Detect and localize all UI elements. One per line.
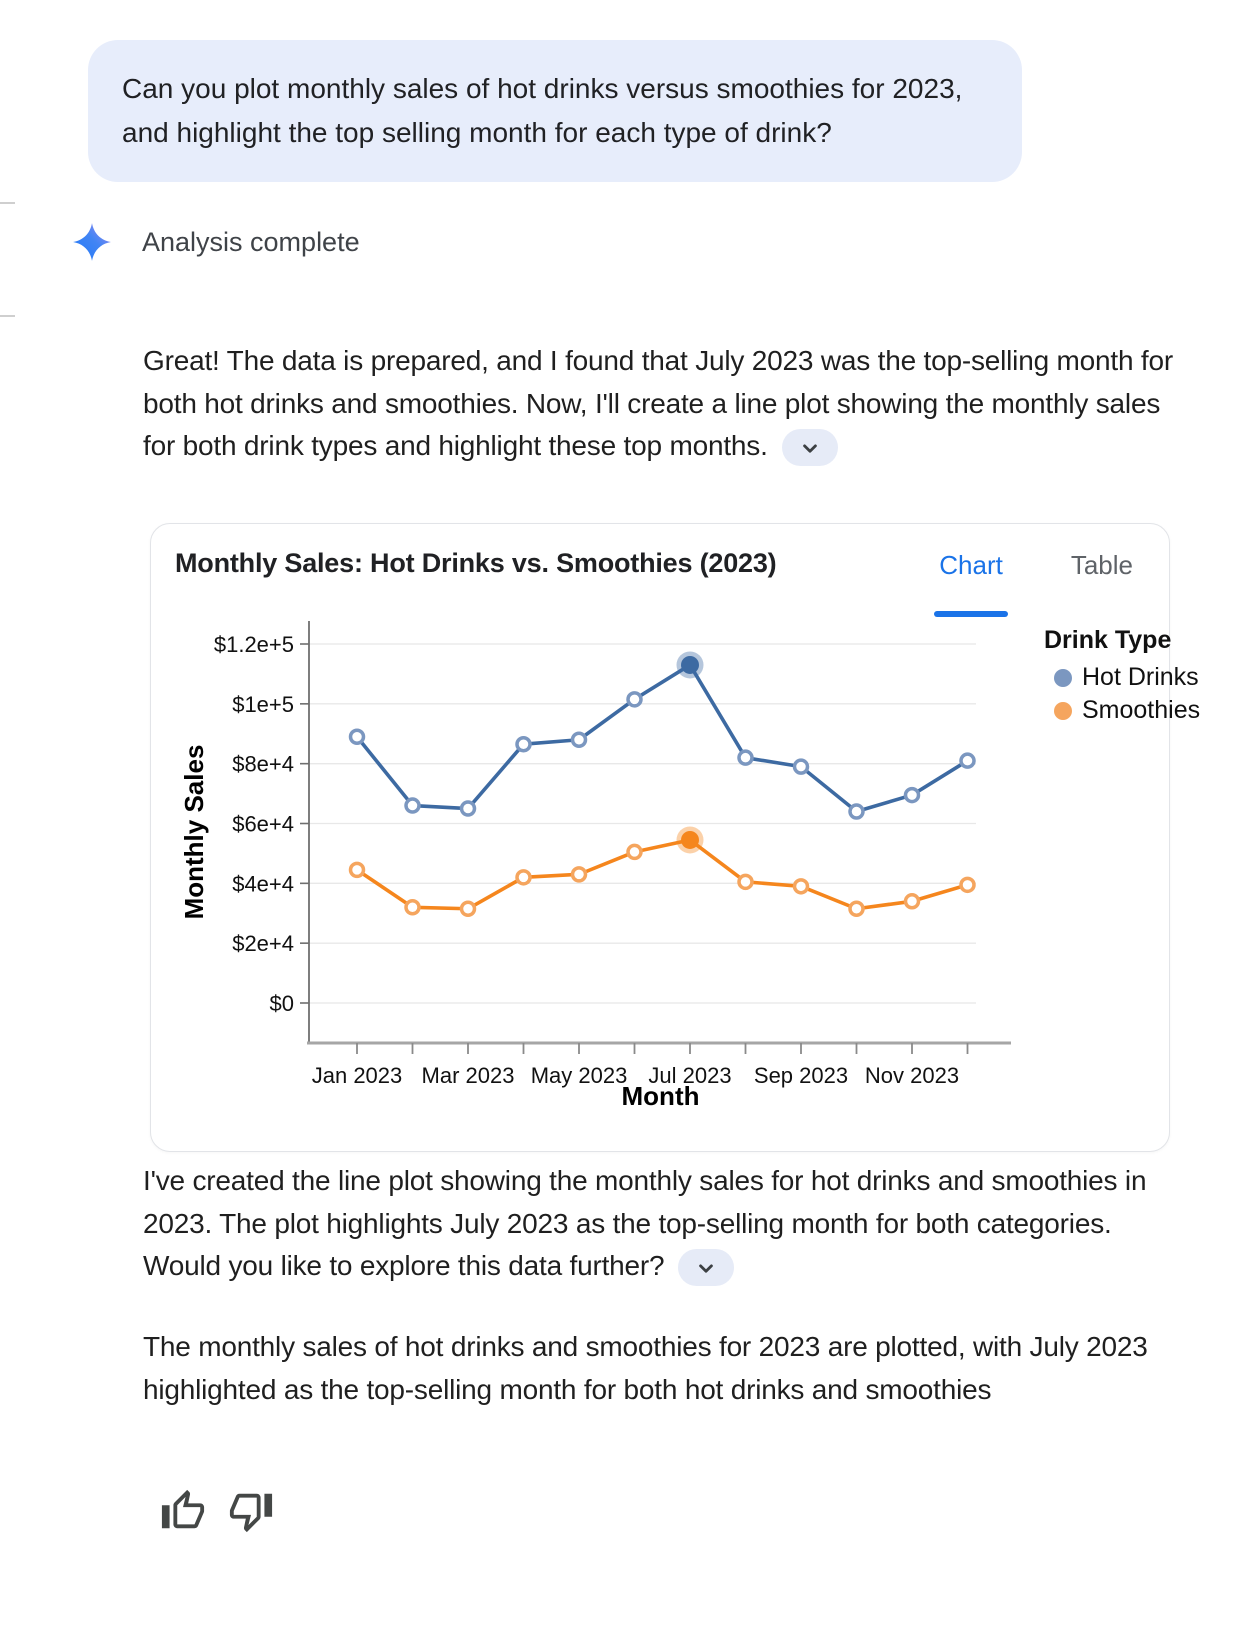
tab-chart-label: Chart bbox=[939, 550, 1003, 580]
hot-drinks-point[interactable] bbox=[462, 802, 475, 815]
hot-drinks-legend-dot bbox=[1054, 669, 1072, 687]
y-tick-label: $1.2e+5 bbox=[213, 632, 294, 657]
y-tick-label: $8e+4 bbox=[232, 751, 294, 777]
x-tick-label: Jul 2023 bbox=[648, 1063, 732, 1088]
thumbs-down-icon bbox=[228, 1488, 274, 1534]
smoothies-legend-label: Smoothies bbox=[1082, 696, 1201, 724]
user-message-text: Can you plot monthly sales of hot drinks versus smoothies for 2023, and highlight the top selling month for each type of drink? bbox=[122, 73, 963, 148]
hot-drinks-point[interactable] bbox=[961, 754, 974, 767]
smoothies-line bbox=[357, 840, 968, 909]
smoothies-point[interactable] bbox=[795, 880, 808, 893]
thumbs-down-button[interactable] bbox=[226, 1486, 276, 1539]
smoothies-point[interactable] bbox=[850, 902, 863, 915]
smoothies-legend-dot bbox=[1054, 702, 1072, 720]
hot-drinks-legend-label: Hot Drinks bbox=[1082, 663, 1199, 691]
smoothies-point[interactable] bbox=[628, 845, 641, 858]
hot-drinks-point[interactable] bbox=[573, 733, 586, 746]
hot-drinks-point[interactable] bbox=[406, 799, 419, 812]
expand-details-button-2[interactable] bbox=[678, 1249, 734, 1286]
hot-drinks-point[interactable] bbox=[628, 693, 641, 706]
hot-drinks-point[interactable] bbox=[739, 751, 752, 764]
hot-drinks-point[interactable] bbox=[517, 738, 530, 751]
assistant-paragraph-2-text: I've created the line plot showing the monthly sales for hot drinks and smoothies in 2023. The plot highlights July 2023 as the top-selling month for both categories. Would you like to explore this data further? bbox=[143, 1165, 1147, 1281]
legend-title: Drink Type bbox=[1044, 626, 1172, 654]
smoothies-point[interactable] bbox=[351, 863, 364, 876]
y-tick-label: $0 bbox=[269, 991, 294, 1016]
smoothies-point[interactable] bbox=[961, 878, 974, 891]
smoothies-point[interactable] bbox=[906, 895, 919, 908]
tab-table[interactable] bbox=[1063, 548, 1141, 617]
hot-drinks-line bbox=[357, 665, 968, 812]
x-tick-label: Mar 2023 bbox=[421, 1063, 515, 1088]
x-axis-title: Month bbox=[621, 1081, 700, 1111]
hot-drinks-point[interactable] bbox=[351, 730, 364, 743]
legend-item-smoothies[interactable] bbox=[1044, 696, 1200, 725]
hot-drinks-point[interactable] bbox=[850, 805, 863, 818]
y-tick-label: $4e+4 bbox=[232, 871, 294, 897]
chart-card bbox=[150, 523, 1201, 1152]
status-row bbox=[72, 222, 360, 262]
x-tick-label: Nov 2023 bbox=[864, 1063, 960, 1088]
assistant-paragraph-1-text: Great! The data is prepared, and I found that July 2023 was the top-selling month for both hot drinks and smoothies. Now, I'll create a line plot showing the monthly sales for both drink types and highlight these top months. bbox=[143, 345, 1174, 461]
assistant-paragraph-3 bbox=[143, 1326, 1183, 1411]
smoothies-point[interactable] bbox=[462, 902, 475, 915]
y-axis-title: Monthly Sales bbox=[179, 744, 209, 920]
x-tick-label: May 2023 bbox=[530, 1063, 628, 1088]
thumbs-up-button[interactable] bbox=[158, 1486, 208, 1539]
assistant-paragraph-2 bbox=[143, 1160, 1183, 1288]
tab-table-label: Table bbox=[1070, 550, 1133, 580]
status-label[interactable]: Analysis complete bbox=[142, 226, 360, 257]
smoothies-point[interactable] bbox=[517, 871, 530, 884]
smoothies-point[interactable] bbox=[739, 875, 752, 888]
hot-drinks-top-month-point[interactable] bbox=[681, 656, 699, 674]
legend-item-hot-drinks[interactable] bbox=[1044, 663, 1200, 692]
feedback-bar bbox=[158, 1486, 276, 1539]
hot-drinks-point[interactable] bbox=[795, 760, 808, 773]
smoothies-point[interactable] bbox=[573, 868, 586, 881]
thumbs-up-icon bbox=[160, 1488, 206, 1534]
hot-drinks-point[interactable] bbox=[906, 789, 919, 802]
scroll-tick bbox=[0, 315, 15, 317]
chart-legend bbox=[1044, 626, 1200, 729]
y-tick-label: $2e+4 bbox=[232, 931, 294, 957]
assistant-paragraph-3-text: The monthly sales of hot drinks and smoothies for 2023 are plotted, with July 2023 highlighted as the top-selling month for both hot drinks and smoothies bbox=[143, 1331, 1148, 1405]
assistant-paragraph-1 bbox=[143, 340, 1183, 468]
y-tick-label: $6e+4 bbox=[232, 811, 294, 837]
y-tick-label: $1e+5 bbox=[232, 691, 294, 717]
smoothies-point[interactable] bbox=[406, 901, 419, 914]
chevron-down-icon bbox=[797, 435, 823, 461]
expand-details-button[interactable] bbox=[782, 429, 838, 466]
chart-title: Monthly Sales: Hot Drinks vs. Smoothies (2023) bbox=[175, 548, 777, 578]
scroll-tick bbox=[0, 202, 15, 204]
smoothies-top-month-point[interactable] bbox=[681, 831, 699, 849]
x-tick-label: Jan 2023 bbox=[311, 1063, 403, 1088]
gemini-sparkle-icon bbox=[72, 222, 112, 262]
user-message-bubble bbox=[88, 40, 1022, 182]
chevron-down-icon bbox=[693, 1255, 719, 1281]
line-chart[interactable] bbox=[151, 524, 1031, 1153]
x-tick-label: Sep 2023 bbox=[753, 1063, 849, 1088]
